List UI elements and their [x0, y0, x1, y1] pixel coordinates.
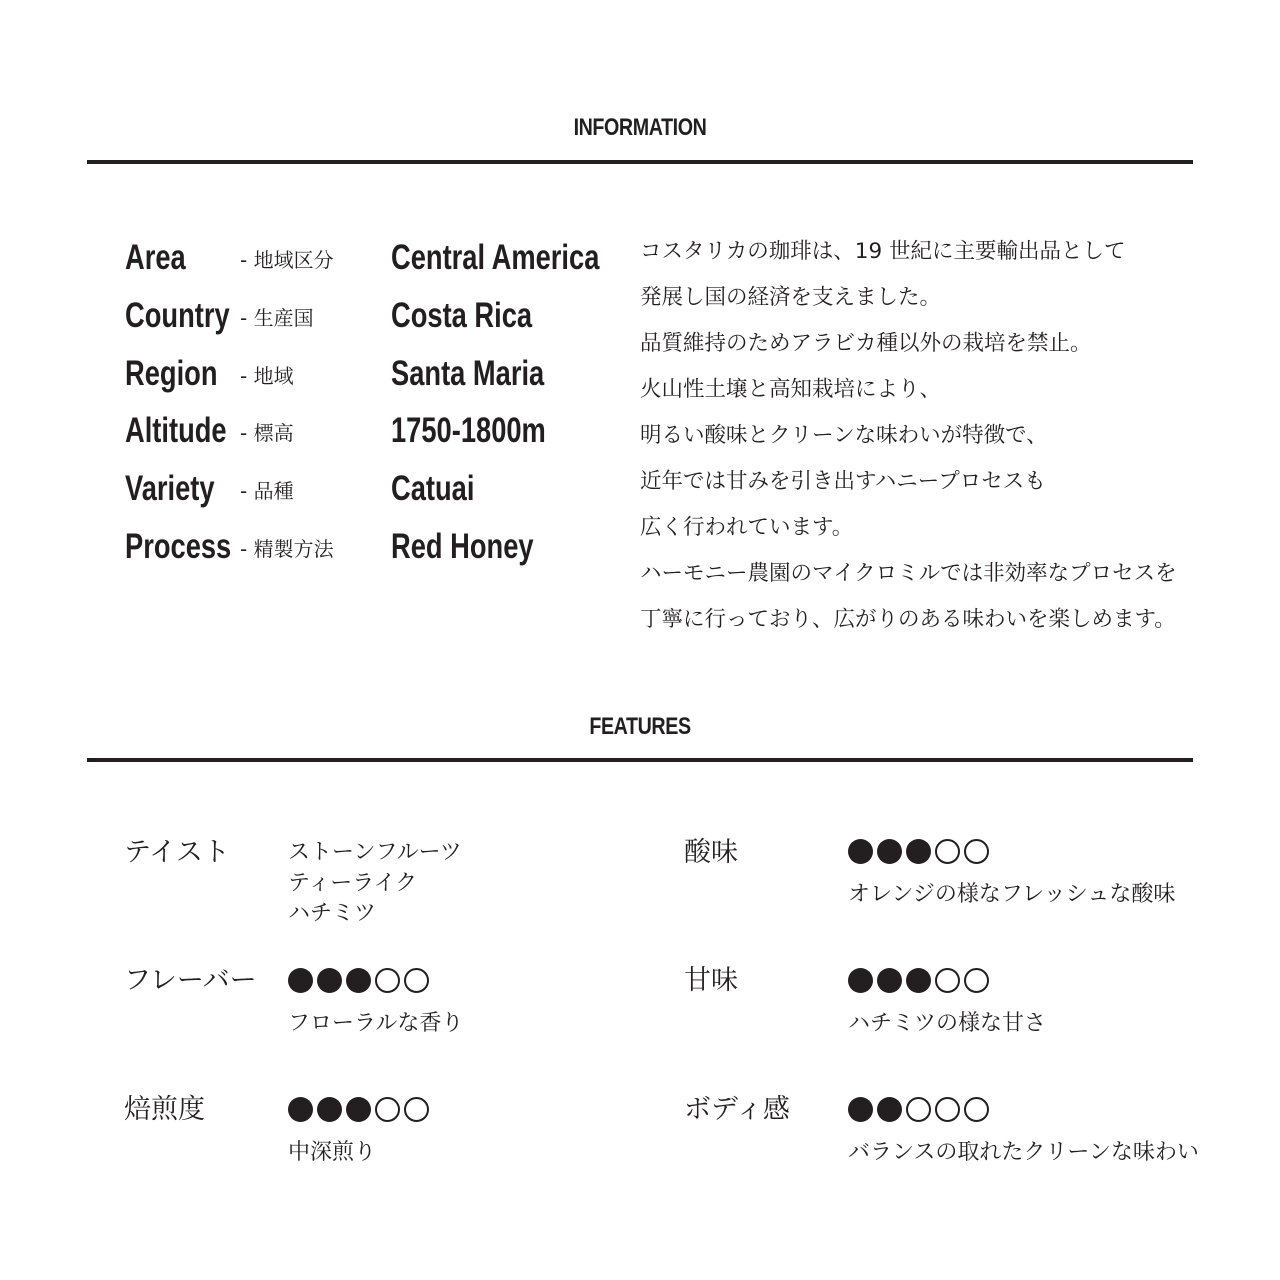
description-line: 明るい酸味とクリーンな味わいが特徴で、 — [640, 423, 1048, 448]
rating-dot-empty — [964, 968, 989, 993]
info-value: Costa Rica — [391, 296, 533, 335]
rating-dot-filled — [906, 839, 931, 864]
info-value: Central America — [391, 238, 600, 277]
info-label: Process — [125, 527, 232, 566]
rating-dot-filled — [346, 968, 371, 993]
info-label-ja: - 生産国 — [240, 306, 314, 330]
sweetness-label: 甘味 — [684, 965, 738, 996]
info-label-ja: - 精製方法 — [240, 537, 334, 561]
features-title: FEATURES — [589, 713, 691, 740]
rating-dot-filled — [317, 968, 342, 993]
description-line: 発展し国の経済を支えました。 — [640, 285, 942, 310]
info-label: Variety — [125, 469, 215, 508]
description-line: ハーモニー農園のマイクロミルでは非効率なプロセスを — [640, 561, 1177, 586]
acidity-text: オレンジの様なフレッシュな酸味 — [848, 882, 1176, 907]
roast-text: 中深煎り — [288, 1140, 377, 1165]
body-label: ボディ感 — [684, 1094, 790, 1125]
acidity-rating — [848, 839, 989, 864]
flavor-text: フローラルな香り — [288, 1011, 464, 1036]
rating-dot-empty — [935, 1097, 960, 1122]
rating-dot-filled — [877, 1097, 902, 1122]
body-rating — [848, 1097, 989, 1122]
rating-dot-empty — [906, 1097, 931, 1122]
info-value: Catuai — [391, 469, 475, 508]
info-label: Altitude — [125, 411, 227, 450]
description-line: 丁寧に行っており、広がりのある味わいを楽しめます。 — [640, 607, 1176, 632]
origin-description — [640, 232, 1240, 646]
rating-dot-empty — [935, 968, 960, 993]
rating-dot-empty — [375, 1097, 400, 1122]
rating-dot-empty — [964, 1097, 989, 1122]
rating-dot-empty — [964, 839, 989, 864]
info-label-ja: - 標高 — [240, 421, 294, 445]
rating-dot-empty — [404, 968, 429, 993]
rating-dot-filled — [346, 1097, 371, 1122]
taste-label: テイスト — [124, 837, 230, 868]
sweetness-text: ハチミツの様な甘さ — [848, 1011, 1047, 1036]
rating-dot-empty — [375, 968, 400, 993]
flavor-rating — [288, 968, 429, 993]
rating-dot-filled — [288, 968, 313, 993]
rating-dot-filled — [848, 968, 873, 993]
info-label-ja: - 地域 — [240, 364, 294, 388]
information-divider — [87, 160, 1193, 164]
description-line: コスタリカの珈琲は、19 世紀に主要輸出品として — [640, 239, 1126, 264]
features-divider — [87, 758, 1193, 762]
taste-note: ストーンフルーツ — [288, 840, 462, 865]
description-line: 広く行われています。 — [640, 515, 854, 540]
rating-dot-filled — [906, 968, 931, 993]
rating-dot-filled — [877, 839, 902, 864]
rating-dot-filled — [288, 1097, 313, 1122]
taste-note: ティーライク — [288, 871, 418, 896]
rating-dot-filled — [848, 839, 873, 864]
description-line: 近年では甘みを引き出すハニープロセスも — [640, 469, 1046, 494]
sweetness-rating — [848, 968, 989, 993]
taste-note: ハチミツ — [288, 901, 377, 926]
info-label-ja: - 地域区分 — [240, 248, 334, 272]
roast-label: 焙煎度 — [124, 1094, 205, 1125]
rating-dot-filled — [317, 1097, 342, 1122]
info-label: Country — [125, 296, 230, 335]
rating-dot-filled — [877, 968, 902, 993]
rating-dot-empty — [935, 839, 960, 864]
description-line: 火山性土壌と高知栽培により、 — [640, 377, 942, 402]
flavor-label: フレーバー — [124, 965, 257, 996]
roast-rating — [288, 1097, 429, 1122]
rating-dot-filled — [848, 1097, 873, 1122]
info-label: Region — [125, 354, 218, 393]
description-line: 品質維持のためアラビカ種以外の栽培を禁止。 — [640, 331, 1092, 356]
body-text: バランスの取れたクリーンな味わい — [848, 1140, 1199, 1165]
info-label-ja: - 品種 — [240, 479, 294, 503]
rating-dot-empty — [404, 1097, 429, 1122]
info-value: Red Honey — [391, 527, 534, 566]
info-label: Area — [125, 238, 186, 277]
info-value: Santa Maria — [391, 354, 545, 393]
acidity-label: 酸味 — [684, 837, 738, 868]
information-title: INFORMATION — [573, 114, 707, 141]
info-value: 1750-1800m — [391, 411, 546, 450]
